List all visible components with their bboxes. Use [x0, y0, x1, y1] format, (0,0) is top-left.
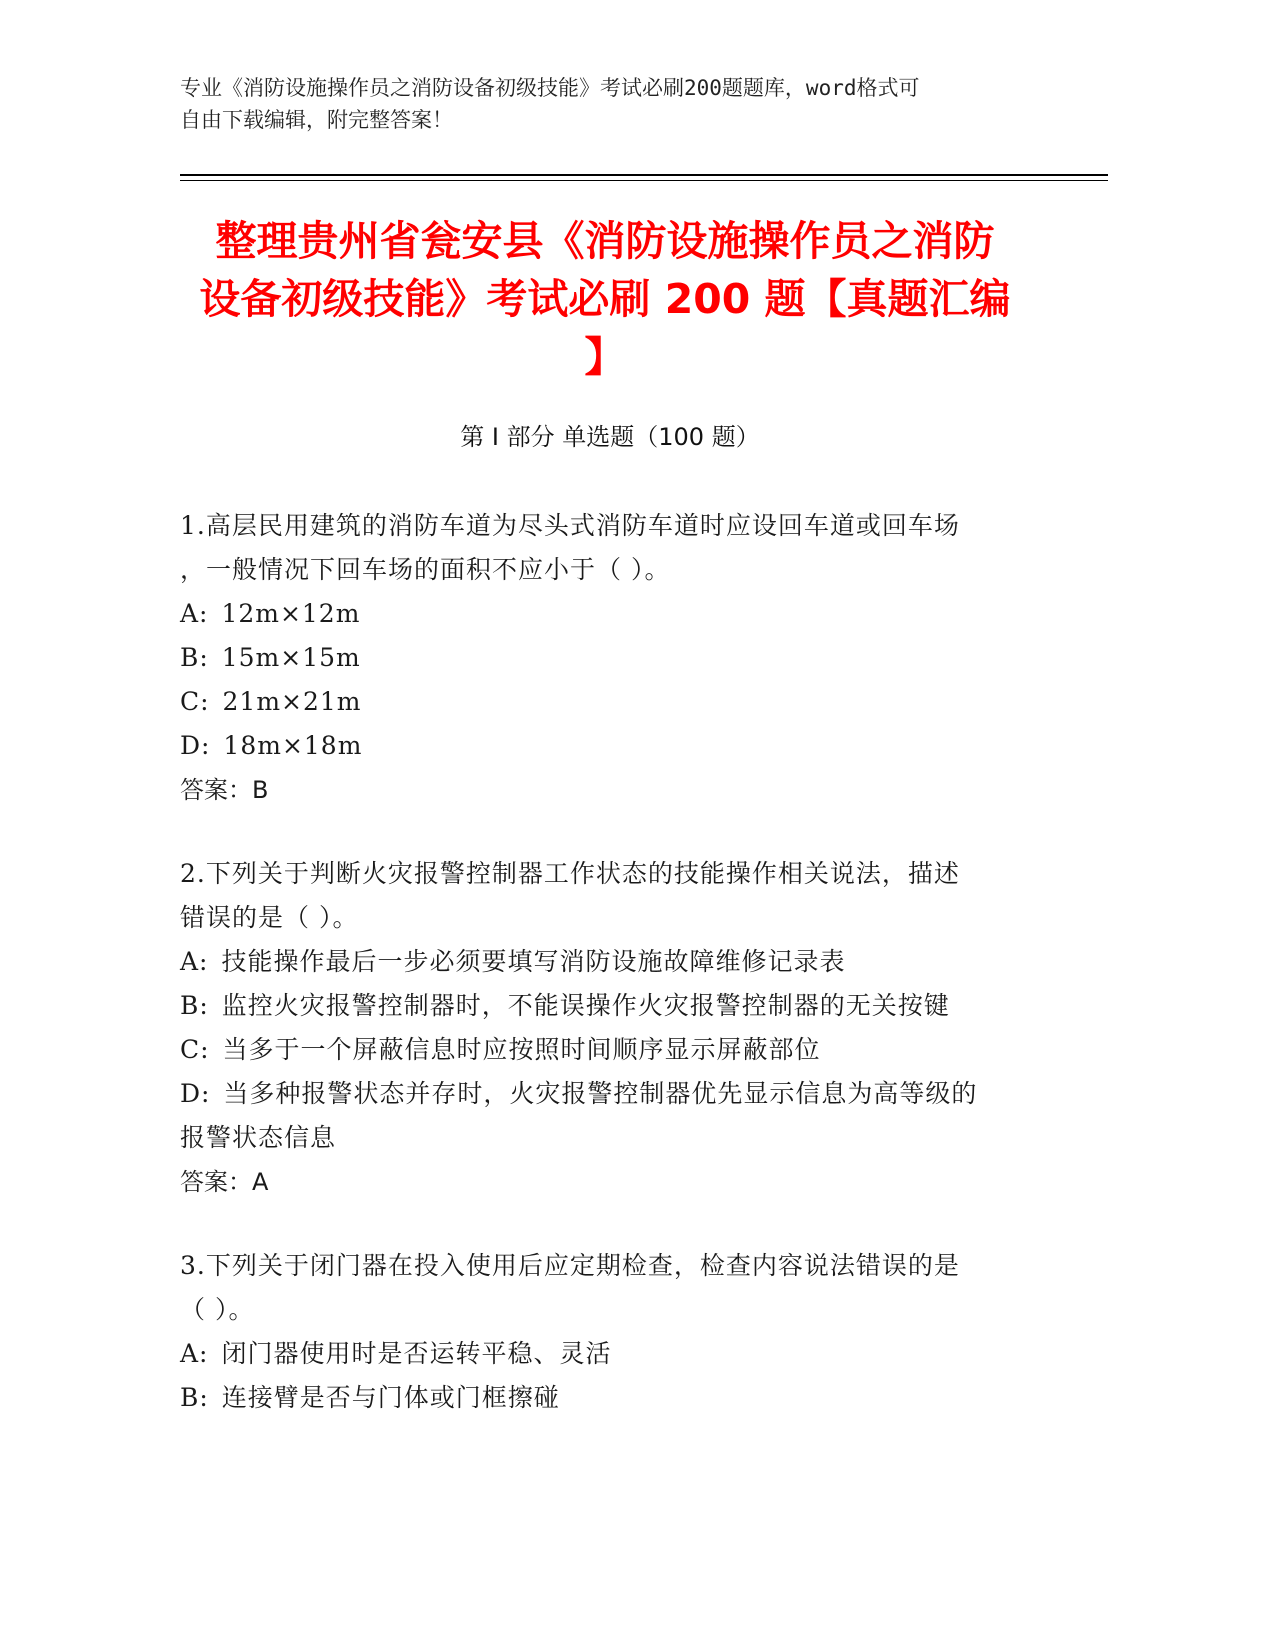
question-stem-line: 2.下列关于判断火灾报警控制器工作状态的技能操作相关说法，描述	[180, 859, 960, 888]
question-stem-line: （ ）。	[180, 1295, 255, 1324]
option-text: 闭门器使用时是否运转平稳、灵活	[221, 1339, 612, 1368]
option-d	[180, 724, 1060, 768]
header-note-line-1: 专业《消防设施操作员之消防设备初级技能》考试必刷200题题库，word格式可	[180, 76, 920, 100]
option-a	[180, 940, 1060, 984]
header-note-line-2: 自由下载编辑，附完整答案！	[180, 108, 453, 132]
option-text: 技能操作最后一步必须要填写消防设施故障维修记录表	[221, 947, 846, 976]
option-key: A:	[180, 947, 209, 976]
option-c	[180, 680, 1060, 724]
option-text: 21m×21m	[222, 687, 362, 716]
answer: 答案：A	[180, 1168, 269, 1196]
option-text: 18m×18m	[223, 731, 363, 760]
option-text: 连接臂是否与门体或门框擦碰	[221, 1383, 560, 1412]
document-title-line-1: 整理贵州省瓮安县《消防设施操作员之消防	[215, 217, 995, 265]
option-d	[180, 1072, 1060, 1116]
option-a	[180, 1332, 1060, 1376]
question-2	[180, 852, 1060, 1204]
option-key: D:	[180, 731, 211, 760]
section-heading: 第 I 部分 单选题（100 题）	[460, 423, 760, 451]
option-key: D:	[180, 1079, 211, 1108]
option-c	[180, 1028, 1060, 1072]
document-title	[175, 212, 1035, 386]
document-title-line-2: 设备初级技能》考试必刷 200 题【真题汇编	[199, 275, 1011, 323]
option-key: B:	[180, 643, 209, 672]
document-title-line-3: 】	[584, 333, 626, 381]
answer: 答案：B	[180, 776, 269, 804]
question-stem-line: 3.下列关于闭门器在投入使用后应定期检查，检查内容说法错误的是	[180, 1251, 960, 1280]
header-note	[180, 72, 1040, 136]
option-key: C:	[180, 687, 210, 716]
question-stem-line: ，一般情况下回车场的面积不应小于（ ）。	[180, 555, 671, 584]
question-1	[180, 504, 1060, 812]
question-3	[180, 1244, 1060, 1420]
header-rule-thin	[180, 180, 1108, 181]
option-text: 监控火灾报警控制器时，不能误操作火灾报警控制器的无关按键	[221, 991, 950, 1020]
option-d-continuation: 报警状态信息	[180, 1123, 337, 1152]
option-key: B:	[180, 1383, 209, 1412]
question-stem-line: 错误的是（ ）。	[180, 903, 359, 932]
option-text: 12m×12m	[221, 599, 361, 628]
option-key: A:	[180, 1339, 209, 1368]
option-text: 15m×15m	[221, 643, 361, 672]
option-a	[180, 592, 1060, 636]
option-b	[180, 1376, 1060, 1420]
option-key: A:	[180, 599, 209, 628]
question-list	[180, 504, 1060, 1460]
option-b	[180, 636, 1060, 680]
option-key: C:	[180, 1035, 210, 1064]
question-stem-line: 1.高层民用建筑的消防车道为尽头式消防车道时应设回车道或回车场	[180, 511, 960, 540]
option-text: 当多于一个屏蔽信息时应按照时间顺序显示屏蔽部位	[222, 1035, 821, 1064]
option-key: B:	[180, 991, 209, 1020]
header-rule-thick	[180, 174, 1108, 176]
option-text: 当多种报警状态并存时，火灾报警控制器优先显示信息为高等级的	[223, 1079, 978, 1108]
option-b	[180, 984, 1060, 1028]
